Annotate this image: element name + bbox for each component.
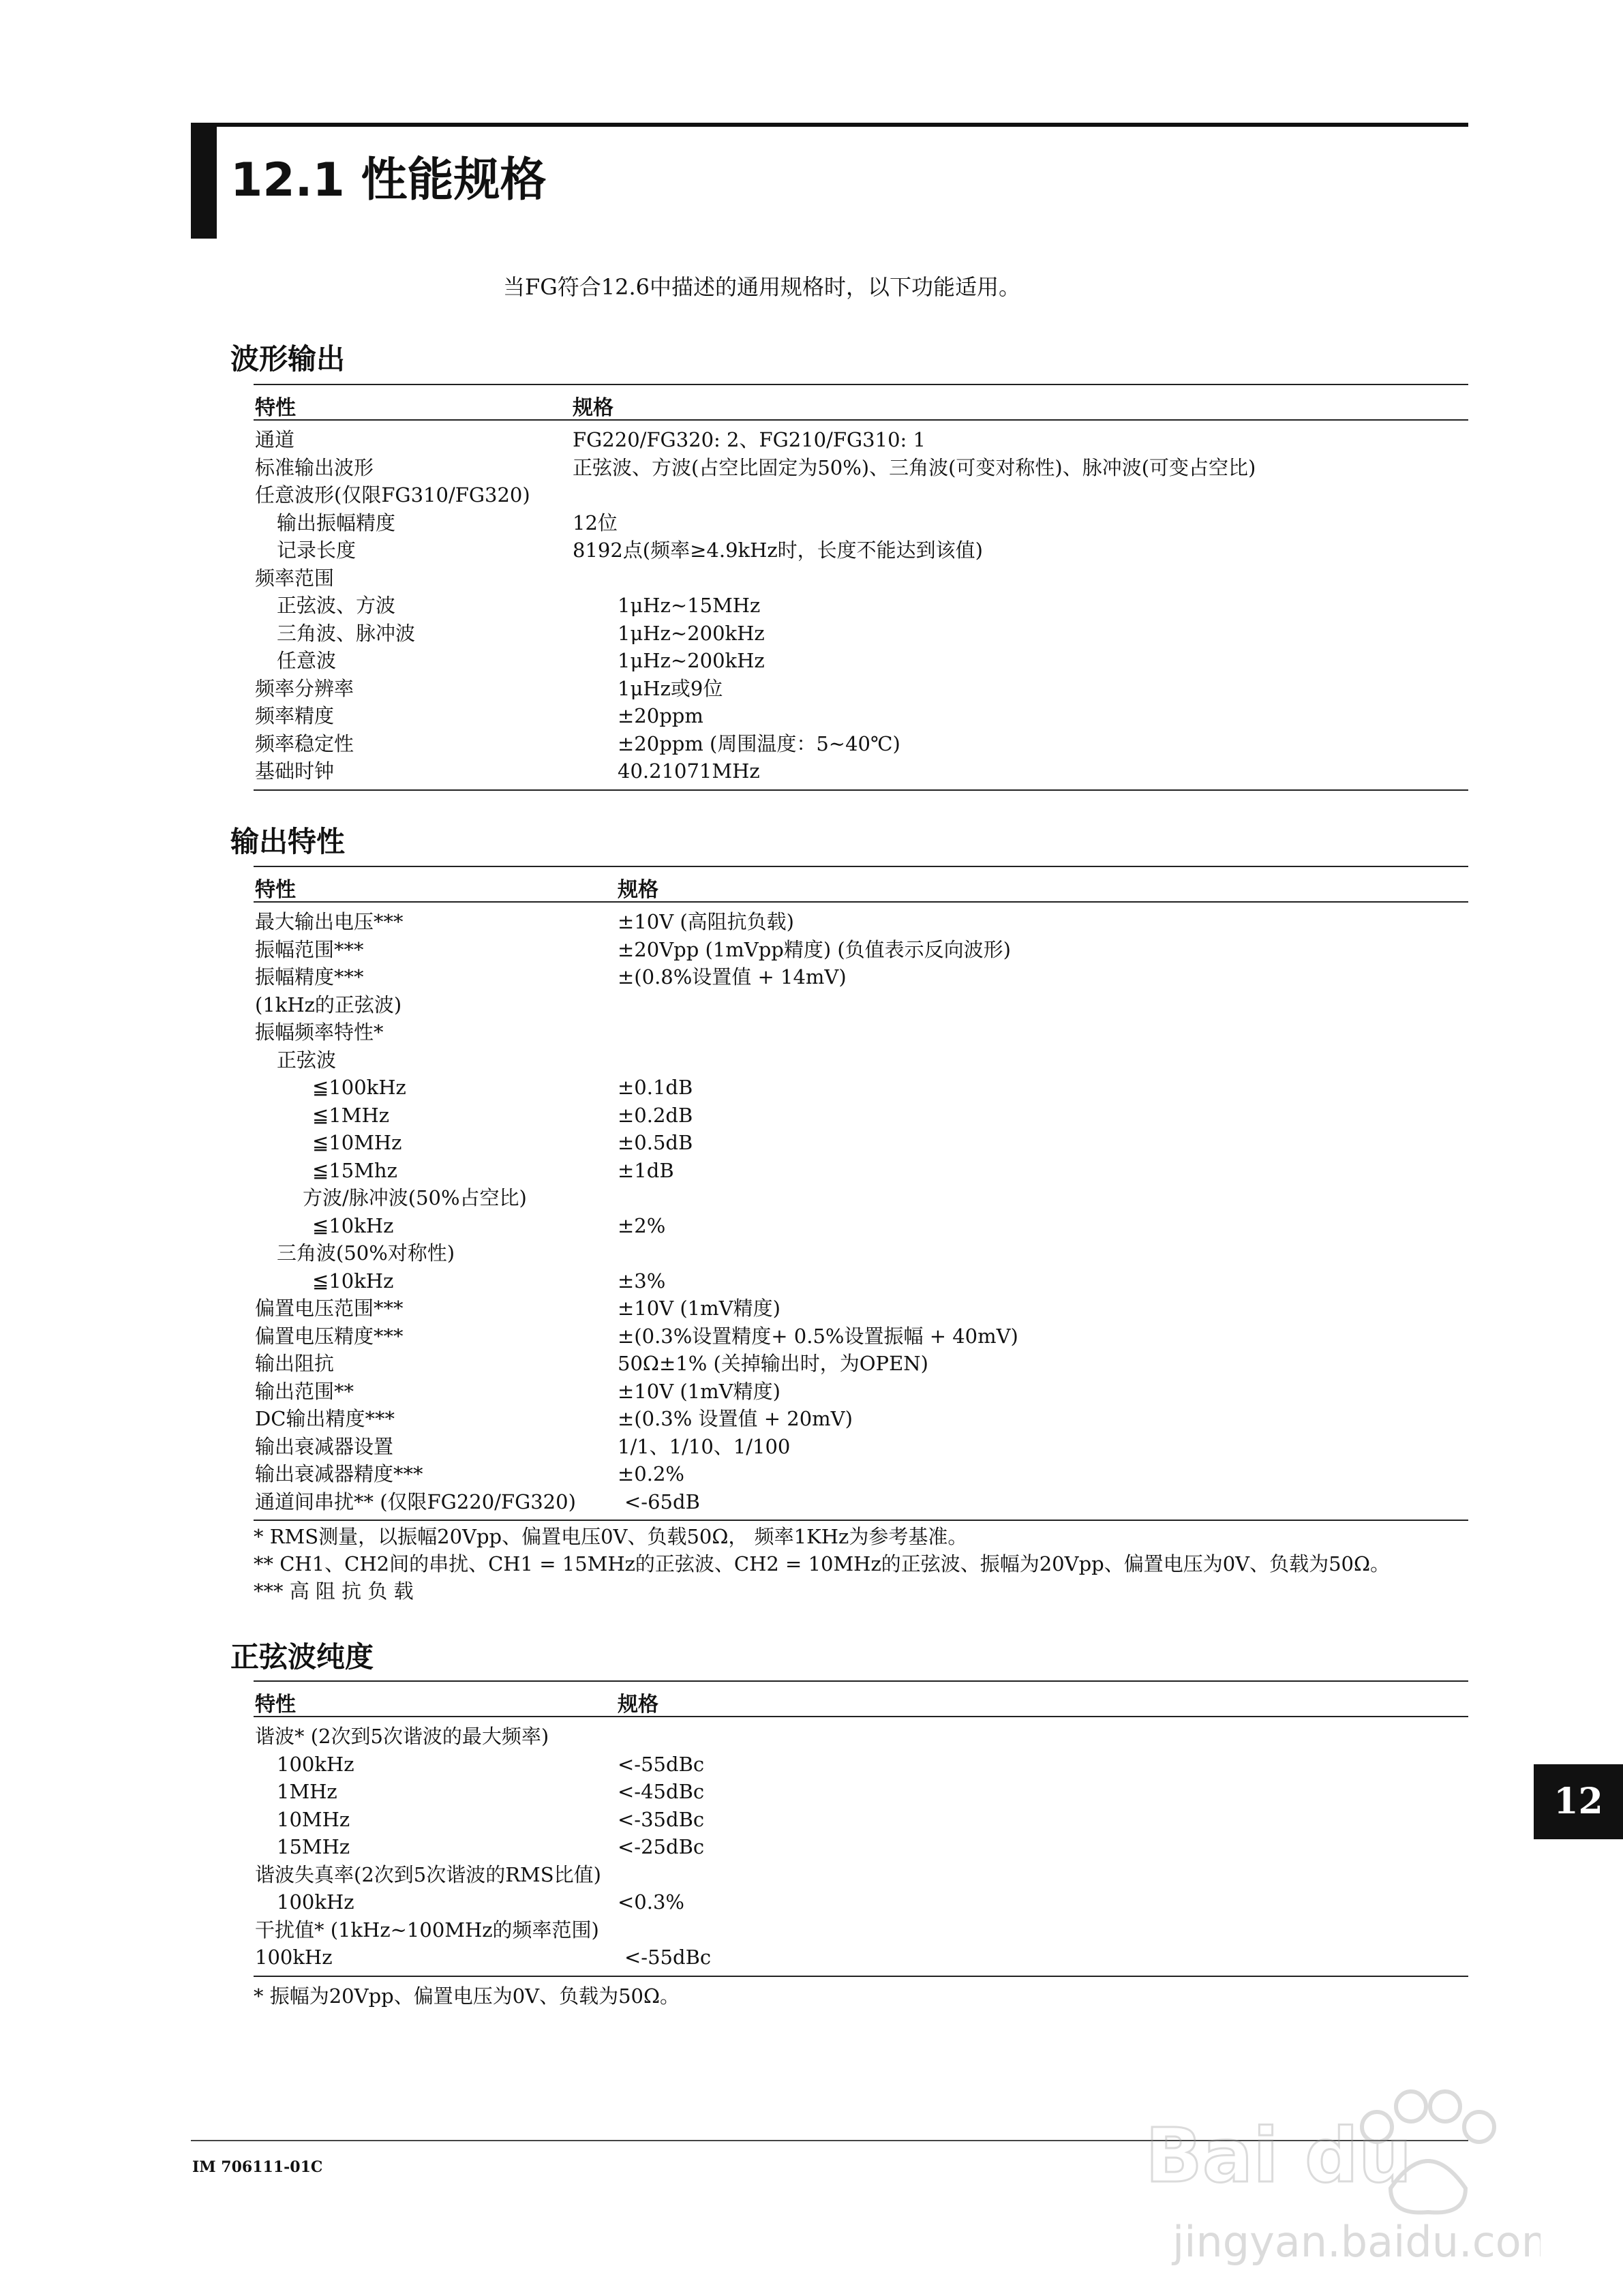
section-heading-sine-purity: 正弦波纯度 — [230, 1640, 374, 1674]
table-header — [254, 1682, 1468, 1717]
table-row: 振幅精度*** ±(0.8%设置值 + 14mV) — [255, 965, 847, 988]
table-row: ≦10kHz ±3% — [312, 1269, 666, 1293]
table-row: 频率范围 — [255, 566, 335, 590]
title-rule — [217, 123, 1468, 127]
footnote: * RMS测量，以振幅20Vpp、偏置电压0V、负载50Ω， 频率1KHz为参考基准。 — [254, 1525, 968, 1548]
header-spec: 规格 — [618, 878, 658, 902]
table-row: 记录长度 8192点(频率≥4.9kHz时，长度不能达到该值) — [277, 539, 983, 562]
table-row: 输出阻抗 50Ω±1% (关掉输出时，为OPEN) — [255, 1352, 928, 1375]
table-row: 正弦波 — [277, 1048, 337, 1072]
table-row: 偏置电压精度*** ±(0.3%设置精度+ 0.5%设置振幅 + 40mV) — [255, 1324, 1018, 1348]
title-accent-bar — [191, 123, 217, 239]
table-row: 15MHz <-25dBc — [277, 1835, 705, 1858]
table-row: 谐波* (2次到5次谐波的最大频率) — [255, 1725, 549, 1748]
header-spec: 规格 — [618, 1693, 658, 1717]
table-row: 振幅范围*** ±20Vpp (1mVpp精度) (负值表示反向波形) — [255, 937, 1011, 961]
table-row: 输出范围** ±10V (1mV精度) — [255, 1379, 780, 1403]
svg-text:Bai du: Bai du — [1145, 2112, 1412, 2199]
table-row: 频率稳定性 ±20ppm (周围温度：5~40℃) — [255, 731, 900, 755]
table-body — [254, 1717, 1468, 1976]
footer-doc-id: IM 706111-01C — [192, 2158, 323, 2176]
table-row: 频率精度 ±20ppm — [255, 704, 703, 727]
table-row: ≦100kHz ±0.1dB — [312, 1076, 693, 1099]
header-spec: 规格 — [573, 396, 613, 420]
svg-text:jingyan.baidu.com: jingyan.baidu.com — [1172, 2217, 1541, 2267]
table-body — [254, 421, 1468, 789]
table-row: ≦1MHz ±0.2dB — [312, 1103, 693, 1127]
table-row: 100kHz <-55dBc — [277, 1752, 705, 1776]
table-row: 任意波 1μHz~200kHz — [277, 649, 765, 672]
table-row: 偏置电压范围*** ±10V (1mV精度) — [255, 1297, 780, 1320]
footnote: *** 高 阻 抗 负 载 — [254, 1580, 414, 1603]
header-characteristic: 特性 — [255, 396, 296, 420]
table-row: (1kHz的正弦波) — [255, 993, 402, 1016]
header-characteristic: 特性 — [255, 1693, 296, 1717]
page-title: 12.1 性能规格 — [230, 153, 547, 207]
table-output-characteristics — [254, 866, 1468, 1521]
watermark-graphic — [1132, 2072, 1541, 2277]
table-sine-purity — [254, 1680, 1468, 1977]
table-row: 输出衰减器精度*** ±0.2% — [255, 1462, 684, 1485]
table-row: 方波/脉冲波(50%占空比) — [303, 1186, 527, 1209]
footnote: ** CH1、CH2间的串扰、CH1 = 15MHz的正弦波、CH2 = 10MHz的正弦波、振幅为20Vpp、偏置电压为0V、负载为50Ω。 — [254, 1552, 1391, 1575]
table-header — [254, 867, 1468, 903]
footnote: * 振幅为20Vpp、偏置电压为0V、负载为50Ω。 — [254, 1984, 680, 2008]
table-row: 100kHz <0.3% — [277, 1890, 684, 1914]
table-row: 三角波(50%对称性) — [277, 1241, 455, 1265]
table-row: 三角波、脉冲波 1μHz~200kHz — [277, 621, 765, 645]
table-row: 正弦波、方波 1μHz~15MHz — [277, 594, 761, 617]
table-body — [254, 903, 1468, 1520]
chapter-tab: 12 — [1534, 1764, 1623, 1839]
table-row: 100kHz <-55dBc — [255, 1946, 712, 1969]
table-row: 标准输出波形 正弦波、方波(占空比固定为50%)、三角波(可变对称性)、脉冲波(可变占空比) — [255, 455, 1256, 479]
table-row: 振幅频率特性* — [255, 1021, 384, 1044]
table-header — [254, 385, 1468, 421]
table-row: 基础时钟 40.21071MHz — [255, 759, 760, 783]
header-characteristic: 特性 — [255, 878, 296, 902]
table-row: 干扰值* (1kHz~100MHz的频率范围) — [255, 1918, 599, 1942]
table-row: 通道 FG220/FG320: 2、FG210/FG310: 1 — [255, 428, 926, 451]
table-row: ≦15Mhz ±1dB — [312, 1158, 674, 1182]
table-row: 1MHz <-45dBc — [277, 1780, 705, 1803]
table-row: 谐波失真率(2次到5次谐波的RMS比值) — [255, 1862, 601, 1886]
table-row: 输出衰减器设置 1/1、1/10、1/100 — [255, 1434, 791, 1458]
section-heading-waveform-output: 波形输出 — [230, 342, 346, 376]
table-row: 10MHz <-35dBc — [277, 1807, 705, 1831]
baidu-watermark-logo — [1132, 2072, 1541, 2277]
table-row: ≦10kHz ±2% — [312, 1213, 666, 1237]
table-waveform-output — [254, 384, 1468, 791]
table-row: 输出振幅精度 12位 — [277, 511, 618, 534]
table-row: 通道间串扰** (仅限FG220/FG320) <-65dB — [255, 1490, 700, 1513]
intro-text: 当FG符合12.6中描述的通用规格时，以下功能适用。 — [503, 274, 1021, 300]
table-row: 频率分辨率 1μHz或9位 — [255, 676, 723, 700]
table-row: 任意波形(仅限FG310/FG320) — [255, 483, 530, 507]
section-heading-output-characteristics: 输出特性 — [230, 825, 346, 858]
table-row: 最大输出电压*** ±10V (高阻抗负载) — [255, 910, 794, 933]
table-row: ≦10MHz ±0.5dB — [312, 1131, 693, 1154]
table-row: DC输出精度*** ±(0.3% 设置值 + 20mV) — [255, 1407, 853, 1430]
